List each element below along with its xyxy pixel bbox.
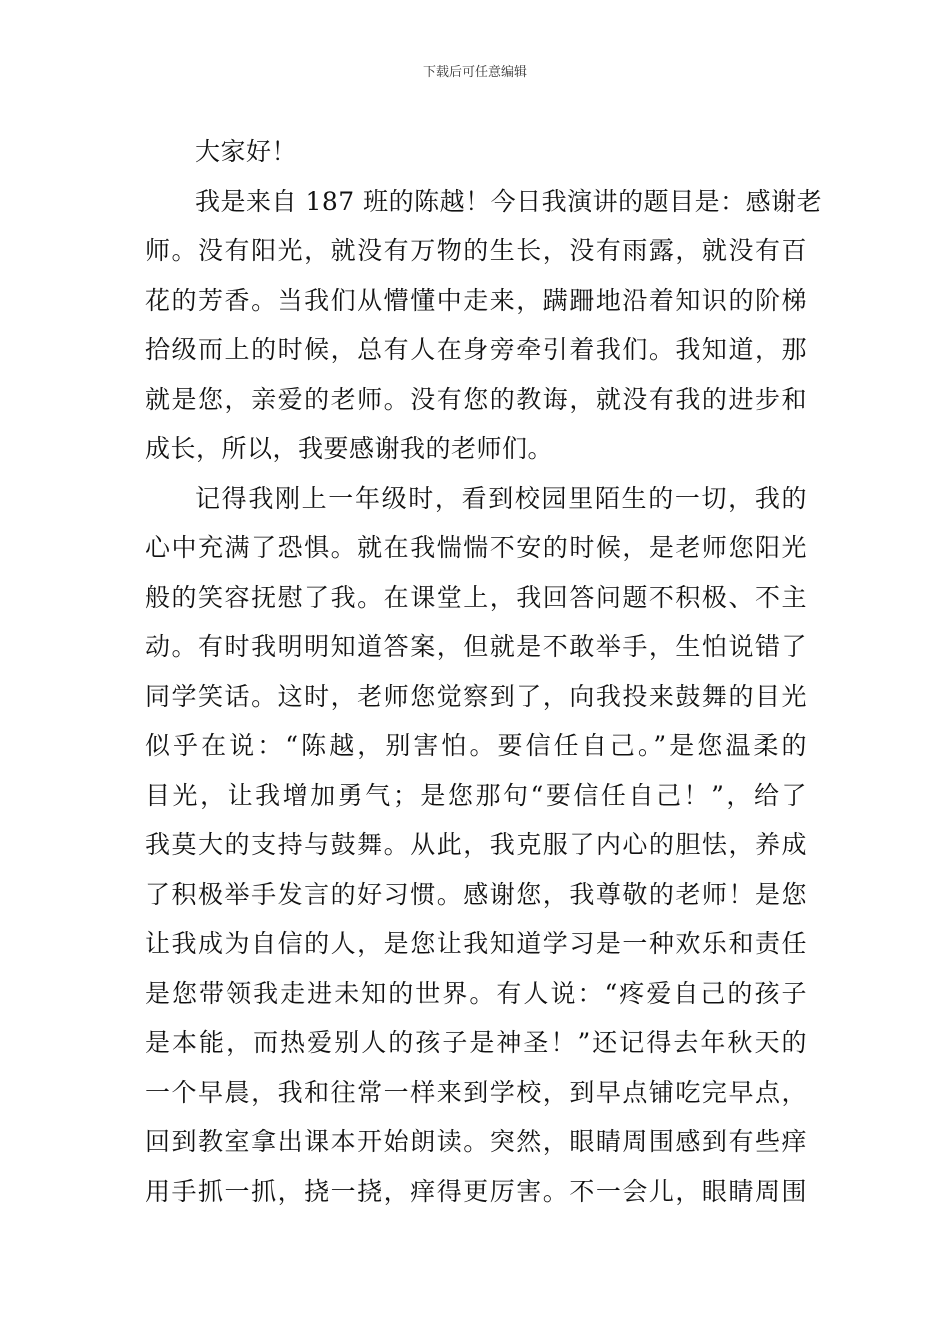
paragraph-introduction (145, 177, 823, 474)
text-line: 是您带领我走进未知的世界。有人说：“疼爱自己的孩子 (145, 978, 807, 1008)
text-line: 拾级而上的时候，总有人在身旁牵引着我们。我知道，那 (145, 335, 807, 364)
text-line: 动。有时我明明知道答案，但就是不敢举手，生怕说错了 (145, 632, 807, 661)
text-line: 记得我刚上一年级时，看到校园里陌生的一切，我的 (195, 483, 807, 513)
text-line: 大家好！ (195, 137, 298, 166)
text-line: 我是来自 187 班的陈越！今日我演讲的题目是：感谢老 (195, 186, 823, 216)
text-line: 让我成为自信的人，是您让我知道学习是一种欢乐和责任 (145, 929, 807, 958)
text-line: 就是您，亲爱的老师。没有您的教诲，就没有我的进步和 (145, 384, 807, 414)
text-line: 目光，让我增加勇气；是您那句“要信任自己！”，给了 (145, 780, 807, 810)
text-line: 同学笑话。这时，老师您觉察到了，向我投来鼓舞的目光 (145, 681, 807, 711)
text-line: 成长，所以，我要感谢我的老师们。 (145, 434, 554, 463)
paragraph-memory (145, 474, 807, 1217)
text-line: 心中充满了恐惧。就在我惴惴不安的时候，是老师您阳光 (145, 533, 807, 562)
document-body (145, 127, 823, 1216)
page-header-note: 下载后可任意编辑 (422, 65, 527, 80)
text-line: 我莫大的支持与鼓舞。从此，我克服了内心的胆怯，养成 (145, 830, 807, 859)
text-line: 了积极举手发言的好习惯。感谢您，我尊敬的老师！是您 (145, 879, 807, 909)
text-line: 用手抓一抓，挠一挠，痒得更厉害。不一会儿，眼睛周围 (145, 1176, 807, 1206)
text-line: 一个早晨，我和往常一样来到学校，到早点铺吃完早点， (145, 1077, 807, 1107)
text-line: 师。没有阳光，就没有万物的生长，没有雨露，就没有百 (145, 236, 807, 265)
text-line: 回到教室拿出课本开始朗读。突然，眼睛周围感到有些痒 (145, 1127, 807, 1156)
text-line: 似乎在说：“陈越，别害怕。要信任自己。”是您温柔的 (145, 731, 807, 760)
text-line: 是本能，而热爱别人的孩子是神圣！”还记得去年秋天的 (145, 1028, 807, 1057)
text-line: 花的芳香。当我们从懵懂中走来，蹒跚地沿着知识的阶梯 (145, 285, 807, 315)
paragraph-greeting (145, 127, 807, 177)
text-line: 般的笑容抚慰了我。在课堂上，我回答问题不积极、不主 (145, 582, 807, 612)
